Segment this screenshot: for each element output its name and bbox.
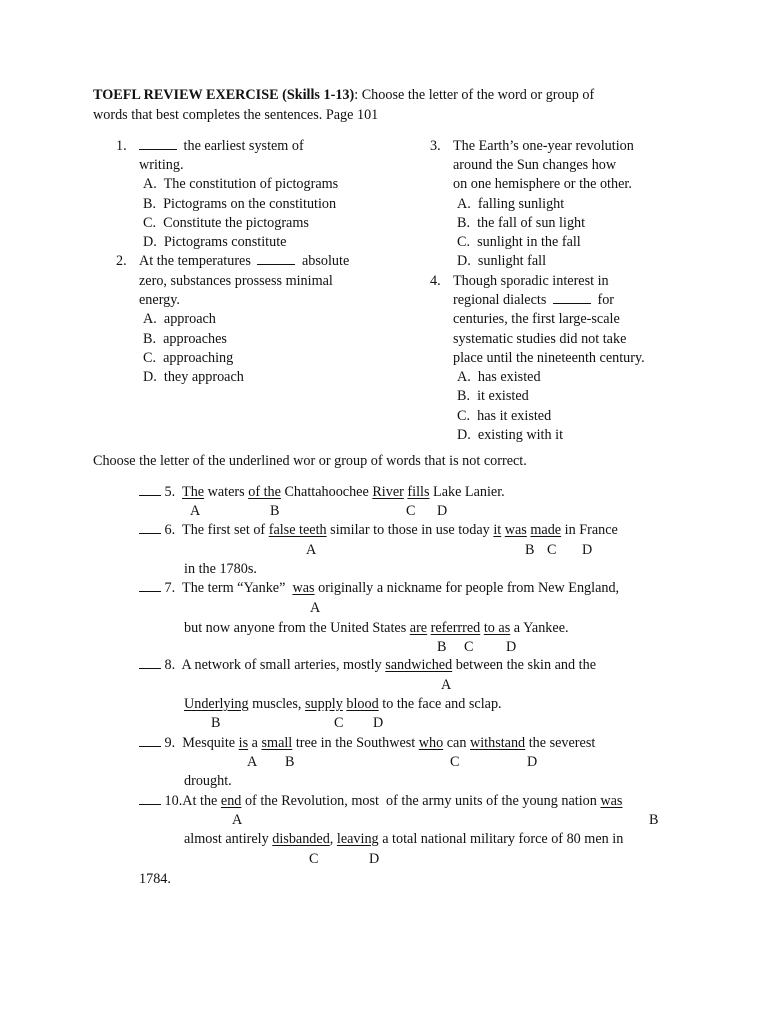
underlined-a: was xyxy=(292,580,315,596)
q7-number: 7. xyxy=(164,580,176,596)
underlined-b: Underlying xyxy=(184,696,249,712)
q8-letter-c: C xyxy=(334,715,344,731)
q10-number: 10. xyxy=(164,793,183,809)
q1-text: the earliest system of xyxy=(183,138,304,154)
q2-line-1: At the temperatures absolute xyxy=(139,253,350,269)
q3-option-a[interactable]: A. falling sunlight xyxy=(457,196,565,212)
q6-letter-c: C xyxy=(547,542,557,558)
underlined-a: sandwiched xyxy=(385,657,453,673)
q10-letter-b: B xyxy=(649,812,659,828)
answer-blank xyxy=(553,291,591,304)
q4-line-5: place until the nineteenth century. xyxy=(453,350,645,366)
answer-blank xyxy=(257,252,295,265)
underlined-d: blood xyxy=(346,696,379,712)
q8-letter-b: B xyxy=(211,715,221,731)
underlined-b: it xyxy=(493,522,502,538)
q3-line-2: around the Sun changes how xyxy=(453,157,617,173)
q8-continuation: Underlying muscles, supply blood to the face and sclap. xyxy=(184,696,502,712)
q6-letter-a: A xyxy=(306,542,317,558)
q10-continuation-2: 1784. xyxy=(139,871,171,887)
q10-letter-d: D xyxy=(369,851,380,867)
q9-line: 9. Mesquite is a small tree in the Southwest who can withstand the severest xyxy=(139,734,595,753)
underlined-c: River xyxy=(372,484,404,500)
q4-option-b[interactable]: B. it existed xyxy=(457,388,529,404)
underlined-a: end xyxy=(220,793,242,809)
q4-line-2: regional dialects for xyxy=(453,292,615,308)
q4-option-d[interactable]: D. existing with it xyxy=(457,427,564,443)
q9-letter-d: D xyxy=(527,754,538,770)
q8-line: 8. A network of small arteries, mostly sandwiched between the skin and the xyxy=(139,656,596,675)
q7-letter-b: B xyxy=(437,639,447,655)
q4-number: 4. xyxy=(430,273,441,289)
q5-letter-a: A xyxy=(190,503,201,519)
q5-line: 5. The waters of the Chattahoochee River fills Lake Lanier. xyxy=(139,483,505,502)
q4-option-a[interactable]: A. has existed xyxy=(457,369,541,385)
q3-line-1: The Earth’s one-year revolution xyxy=(453,138,634,154)
title-line-2: words that best completes the sentences. Page 101 xyxy=(93,107,379,123)
q5-letter-c: C xyxy=(406,503,416,519)
q2-option-d[interactable]: D. they approach xyxy=(143,369,244,385)
underlined-c: was xyxy=(504,522,527,538)
q1-number: 1. xyxy=(116,138,127,154)
q1-line-1 xyxy=(139,137,304,156)
q9-letter-b: B xyxy=(285,754,295,770)
underlined-d: leaving xyxy=(336,831,379,847)
underlined-b: was xyxy=(600,793,623,809)
q10-line: 10.At the end of the Revolution, most of the army units of the young nation was xyxy=(139,792,622,811)
q2-line-3: energy. xyxy=(139,292,180,308)
answer-blank[interactable] xyxy=(139,792,161,805)
underlined-d: withstand xyxy=(469,735,526,751)
q9-number: 9. xyxy=(164,735,176,751)
q7-letter-a: A xyxy=(310,600,321,616)
q1-option-a[interactable]: A. The constitution of pictograms xyxy=(143,176,339,192)
q7-letter-d: D xyxy=(506,639,517,655)
q5-number: 5. xyxy=(164,484,176,500)
q9-continuation: drought. xyxy=(184,773,232,789)
q3-line-3: on one hemisphere or the other. xyxy=(453,176,632,192)
underlined-d: fills xyxy=(407,484,430,500)
q3-option-c[interactable]: C. sunlight in the fall xyxy=(457,234,581,250)
underlined-c: who xyxy=(418,735,444,751)
q7-continuation: but now anyone from the United States are referrred to as a Yankee. xyxy=(184,620,569,636)
underlined-b: are xyxy=(409,620,428,636)
q6-letter-d: D xyxy=(582,542,593,558)
q1-option-c[interactable]: C. Constitute the pictograms xyxy=(143,215,309,231)
q6-letter-b: B xyxy=(525,542,535,558)
underlined-d: made xyxy=(530,522,562,538)
q9-letter-a: A xyxy=(247,754,258,770)
q4-line-1: Though sporadic interest in xyxy=(453,273,609,289)
underlined-d: to as xyxy=(483,620,511,636)
title-rest: : Choose the letter of the word or group of xyxy=(354,87,595,103)
q1-line-2: writing. xyxy=(139,157,184,173)
answer-blank[interactable] xyxy=(139,656,161,669)
q7-line: 7. The term “Yanke” was originally a nickname for people from New England, xyxy=(139,579,619,598)
q6-number: 6. xyxy=(164,522,176,538)
q3-number: 3. xyxy=(430,138,441,154)
underlined-a: The xyxy=(182,484,205,500)
q6-line: 6. The first set of false teeth similar to those in use today it was made in France xyxy=(139,521,618,540)
q3-option-b[interactable]: B. the fall of sun light xyxy=(457,215,586,231)
answer-blank[interactable] xyxy=(139,483,161,496)
answer-blank[interactable] xyxy=(139,579,161,592)
answer-blank xyxy=(139,137,177,150)
q5-letter-b: B xyxy=(270,503,280,519)
q8-number: 8. xyxy=(164,657,176,673)
q10-letter-a: A xyxy=(232,812,243,828)
q9-letter-c: C xyxy=(450,754,460,770)
q2-option-b[interactable]: B. approaches xyxy=(143,331,227,347)
q2-line-2: zero, substances prossess minimal xyxy=(139,273,333,289)
q4-line-4: systematic studies did not take xyxy=(453,331,627,347)
underlined-c: disbanded xyxy=(272,831,330,847)
underlined-b: of the xyxy=(248,484,281,500)
q8-letter-a: A xyxy=(441,677,452,693)
q4-line-3: centuries, the first large-scale xyxy=(453,311,620,327)
q10-letter-c: C xyxy=(309,851,319,867)
q8-letter-d: D xyxy=(373,715,384,731)
q2-number: 2. xyxy=(116,253,127,269)
q1-option-b[interactable]: B. Pictograms on the constitution xyxy=(143,196,337,212)
underlined-c: supply xyxy=(304,696,343,712)
underlined-a: false teeth xyxy=(268,522,327,538)
q1-option-d[interactable]: D. Pictograms constitute xyxy=(143,234,287,250)
q2-option-a[interactable]: A. approach xyxy=(143,311,216,327)
q5-letter-d: D xyxy=(437,503,448,519)
underlined-b: small xyxy=(261,735,293,751)
q6-continuation: in the 1780s. xyxy=(184,561,257,577)
q7-letter-c: C xyxy=(464,639,474,655)
underlined-c: referrred xyxy=(430,620,481,636)
q2-option-c[interactable]: C. approaching xyxy=(143,350,234,366)
title-bold: TOEFL REVIEW EXERCISE (Skills 1-13) xyxy=(93,87,355,103)
exercise-title xyxy=(93,86,594,105)
underlined-a: is xyxy=(238,735,249,751)
q4-option-c[interactable]: C. has it existed xyxy=(457,408,552,424)
answer-blank[interactable] xyxy=(139,521,161,534)
answer-blank[interactable] xyxy=(139,734,161,747)
q3-option-d[interactable]: D. sunlight fall xyxy=(457,253,547,269)
q10-continuation: almost antirely disbanded, leaving a total national military force of 80 men in xyxy=(184,831,624,847)
part2-instruction: Choose the letter of the underlined wor or group of words that is not correct. xyxy=(93,453,527,469)
